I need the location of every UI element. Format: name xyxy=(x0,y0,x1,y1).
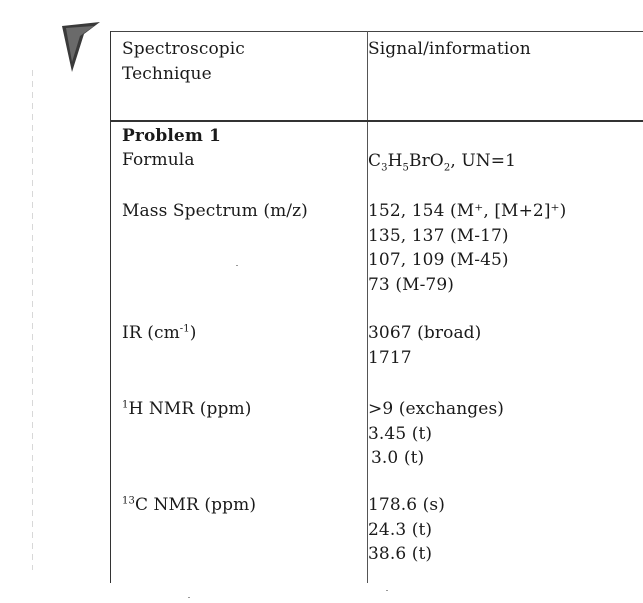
spectroscopy-table xyxy=(110,31,643,583)
formula-subscript: 2 xyxy=(443,162,451,174)
ir-value: 1717 xyxy=(368,347,412,368)
h-nmr-label xyxy=(122,397,251,422)
scan-margin-line xyxy=(32,70,33,570)
ir-label-close: ) xyxy=(189,323,197,343)
ir-label-main: IR (cm xyxy=(122,323,180,343)
ir-label-superscript: -1 xyxy=(179,323,190,335)
formula-label: Formula xyxy=(122,150,195,170)
table-top-border xyxy=(110,31,643,32)
h-nmr-value: 3.0 (t) xyxy=(371,448,425,468)
header-technique-line1: Spectroscopic xyxy=(122,39,245,59)
mass-spectrum-values xyxy=(368,199,566,297)
header-technique xyxy=(122,37,245,86)
mass-value: 152, 154 (M⁺, [M+2]⁺) xyxy=(368,201,567,221)
formula-part: BrO xyxy=(408,151,444,171)
formula-part: H xyxy=(387,151,403,171)
scan-speck xyxy=(188,597,190,598)
formula-part: C xyxy=(368,151,382,171)
table-header-divider xyxy=(110,120,643,122)
ir-values xyxy=(368,321,481,370)
h-nmr-label-superscript: 1 xyxy=(122,399,129,411)
c-nmr-values xyxy=(368,493,445,567)
formula-value xyxy=(368,149,516,174)
c-nmr-value: 178.6 (s) xyxy=(368,495,445,515)
h-nmr-label-main: H NMR (ppm) xyxy=(128,399,252,419)
formula-part: , UN=1 xyxy=(450,151,516,171)
formula-subscript: 5 xyxy=(402,162,409,174)
mass-spectrum-label: Mass Spectrum (m/z) xyxy=(122,201,308,221)
scan-speck xyxy=(386,590,388,591)
mass-value: 73 (M-79) xyxy=(368,274,454,295)
h-nmr-value: 3.45 (t) xyxy=(368,423,433,444)
formula-subscript: 3 xyxy=(381,162,388,174)
ir-label xyxy=(122,321,196,346)
header-signal: Signal/information xyxy=(368,39,531,59)
mass-value: 107, 109 (M-45) xyxy=(368,250,509,270)
problem-title: Problem 1 xyxy=(122,126,221,146)
mass-value: 135, 137 (M-17) xyxy=(368,225,509,246)
table-left-border xyxy=(110,31,111,583)
header-technique-line2: Technique xyxy=(122,63,212,84)
h-nmr-value: >9 (exchanges) xyxy=(368,399,504,419)
scan-corner-artifact xyxy=(60,22,104,72)
scan-speck xyxy=(236,265,238,266)
c-nmr-value: 38.6 (t) xyxy=(368,544,433,564)
c-nmr-label xyxy=(122,493,256,518)
c-nmr-label-superscript: 13 xyxy=(122,495,135,507)
c-nmr-label-main: C NMR (ppm) xyxy=(134,495,257,515)
c-nmr-value: 24.3 (t) xyxy=(368,519,433,540)
h-nmr-values xyxy=(368,397,504,471)
ir-value: 3067 (broad) xyxy=(368,323,482,343)
